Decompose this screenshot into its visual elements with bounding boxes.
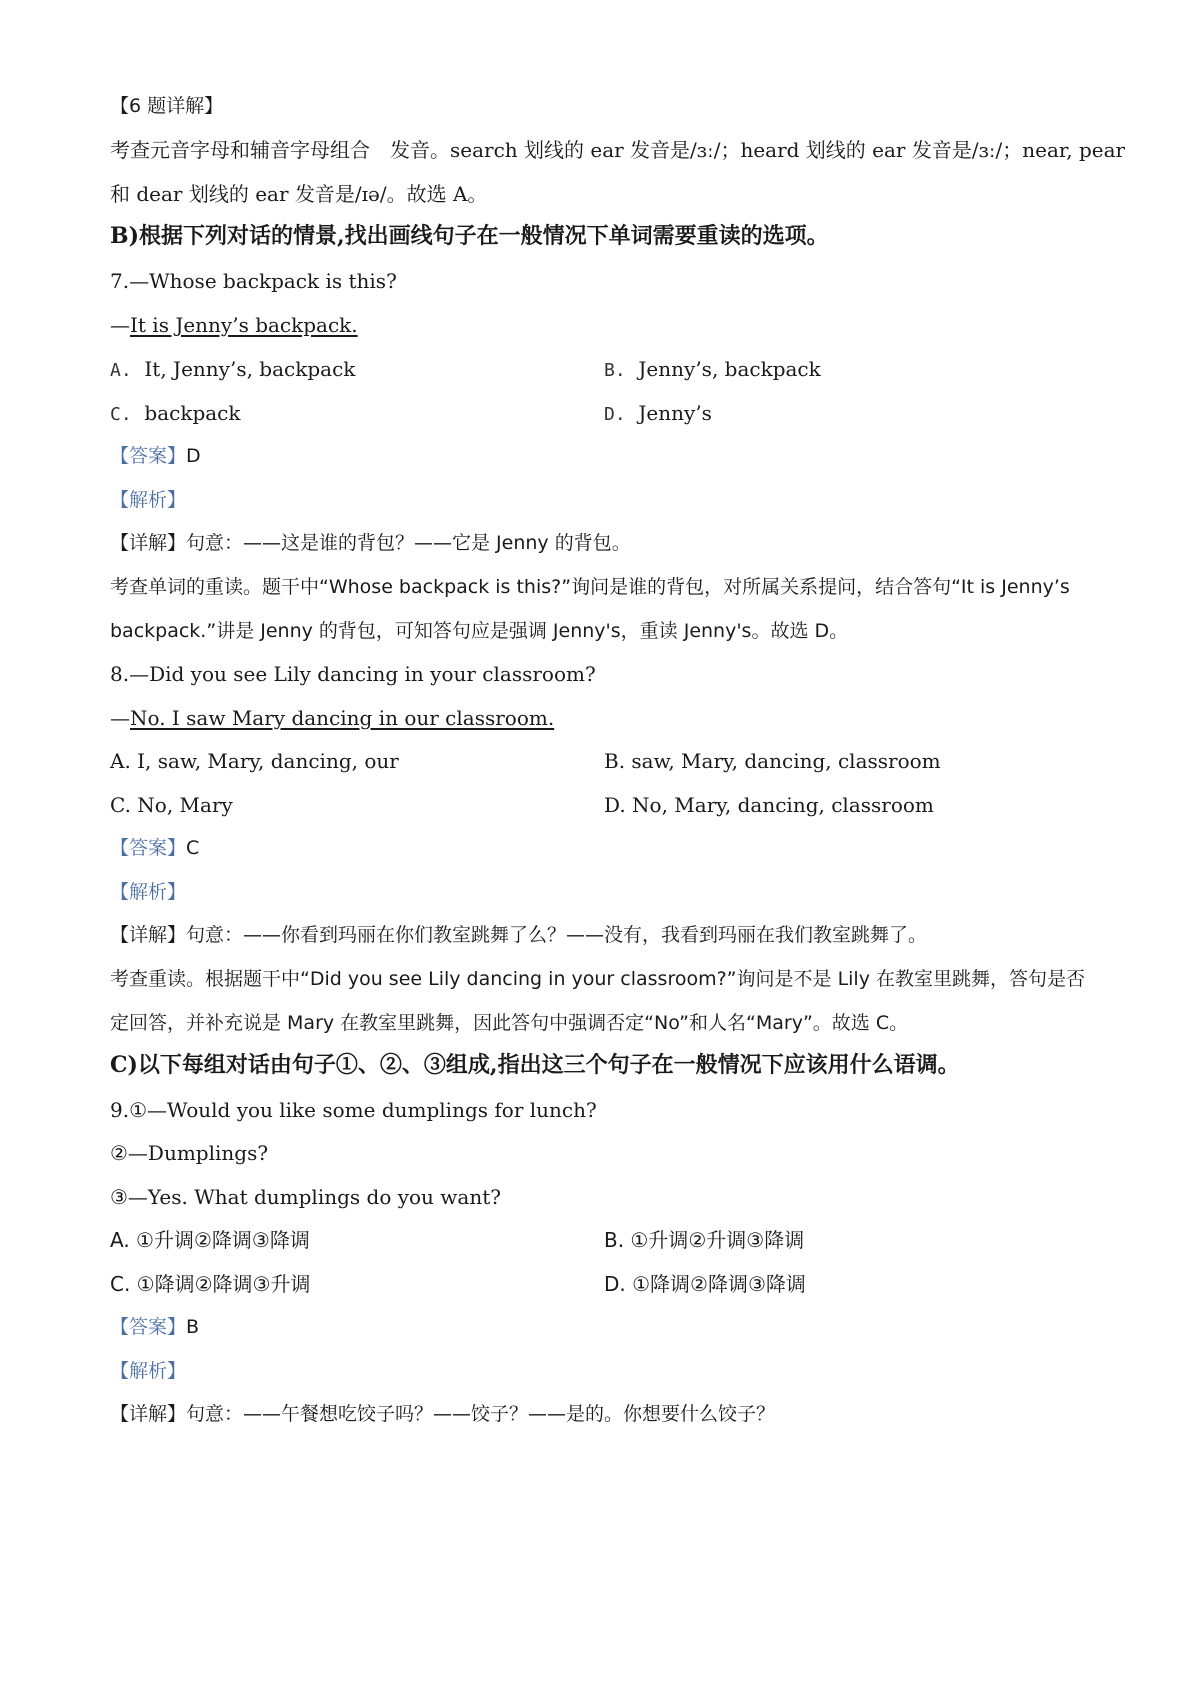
section-b-heading: B)根据下列对话的情景,找出画线句子在一般情况下单词需要重读的选项。	[110, 223, 829, 249]
q9-option-b: B. ①升调②升调③降调	[604, 1228, 805, 1252]
q7-explanation-line1: 考查单词的重读。题干中“Whose backpack is this?”询问是谁的背包，对所属关系提问，结合答句“It is Jenny’s	[110, 576, 1070, 598]
q7-underlined-sentence: It is Jenny’s backpack.	[130, 313, 358, 337]
q8-question: 8.—Did you see Lily dancing in your classroom?	[110, 662, 596, 686]
q7-option-d	[604, 400, 712, 428]
q8-explanation-line1: 考查重读。根据题干中“Did you see Lily dancing in your classroom?”询问是不是 Lily 在教室里跳舞，答句是否	[110, 968, 1085, 990]
q7-answer	[110, 443, 1100, 469]
q8-answer	[110, 835, 1100, 861]
q7-answer-value: D	[186, 445, 201, 467]
q8-option-d: D. No, Mary, dancing, classroom	[604, 793, 934, 817]
q8-option-b: B. saw, Mary, dancing, classroom	[604, 749, 941, 773]
q7-option-c-text: backpack	[144, 401, 241, 425]
q8-answer-value: C	[186, 837, 200, 859]
q9-line2: ②—Dumplings?	[110, 1141, 269, 1165]
q6-explanation-line2: 和 dear 划线的 ear 发音是/ɪə/。故选 A。	[110, 182, 488, 206]
q6-heading: 【6 题详解】	[110, 95, 224, 117]
q9-analysis-label: 【解析】	[110, 1360, 187, 1382]
q8-answer-sentence	[110, 705, 1100, 731]
q9-option-a: A. ①升调②降调③降调	[110, 1228, 310, 1252]
q7-option-c	[110, 400, 241, 428]
q9-answer-value: B	[186, 1316, 200, 1338]
q7-option-d-letter: D.	[604, 404, 626, 425]
q7-option-c-letter: C.	[110, 404, 132, 425]
q7-option-a-text: It, Jenny’s, backpack	[144, 357, 356, 381]
q9-line3: ③—Yes. What dumplings do you want?	[110, 1185, 501, 1209]
q9-answer	[110, 1314, 1100, 1340]
q8-underlined-sentence: No. I saw Mary dancing in our classroom.	[130, 706, 555, 730]
q8-detail: 【详解】句意：——你看到玛丽在你们教室跳舞了么？——没有，我看到玛丽在我们教室跳舞了。	[110, 924, 928, 946]
q7-answer-sentence	[110, 312, 1100, 338]
q8-option-c: C. No, Mary	[110, 793, 233, 817]
q7-dash: —	[110, 313, 130, 337]
q7-question: 7.—Whose backpack is this?	[110, 269, 397, 293]
q7-explanation-line2: backpack.”讲是 Jenny 的背包，可知答句应是强调 Jenny's，重读 Jenny's。故选 D。	[110, 620, 849, 642]
q7-analysis-label: 【解析】	[110, 489, 187, 511]
q8-analysis-label: 【解析】	[110, 881, 187, 903]
q6-explanation-line1: 考查元音字母和辅音字母组合 发音。search 划线的 ear 发音是/ɜː/；heard 划线的 ear 发音是/ɜː/；near, pear	[110, 138, 1126, 162]
q7-option-a-letter: A.	[110, 360, 132, 381]
q7-option-b	[604, 356, 821, 384]
q8-explanation-line2: 定回答，并补充说是 Mary 在教室里跳舞，因此答句中强调否定“No”和人名“Mary”。故选 C。	[110, 1012, 909, 1034]
q7-option-d-text: Jenny’s	[638, 401, 712, 425]
q8-answer-label: 【答案】	[110, 837, 187, 859]
q7-detail: 【详解】句意：——这是谁的背包？——它是 Jenny 的背包。	[110, 532, 631, 554]
section-c-heading: C)以下每组对话由句子①、②、③组成,指出这三个句子在一般情况下应该用什么语调。	[110, 1052, 960, 1078]
q9-answer-label: 【答案】	[110, 1316, 187, 1338]
q7-answer-label: 【答案】	[110, 445, 187, 467]
q7-option-b-letter: B.	[604, 360, 626, 381]
q9-option-c: C. ①降调②降调③升调	[110, 1272, 311, 1296]
q7-option-b-text: Jenny’s, backpack	[638, 357, 821, 381]
q9-detail: 【详解】句意：——午餐想吃饺子吗？——饺子？——是的。你想要什么饺子？	[110, 1403, 776, 1425]
q8-option-a: A. I, saw, Mary, dancing, our	[110, 749, 399, 773]
q8-dash: —	[110, 706, 130, 730]
q9-option-d: D. ①降调②降调③降调	[604, 1272, 806, 1296]
q7-option-a	[110, 356, 355, 384]
q9-line1: 9.①—Would you like some dumplings for lunch?	[110, 1098, 597, 1122]
